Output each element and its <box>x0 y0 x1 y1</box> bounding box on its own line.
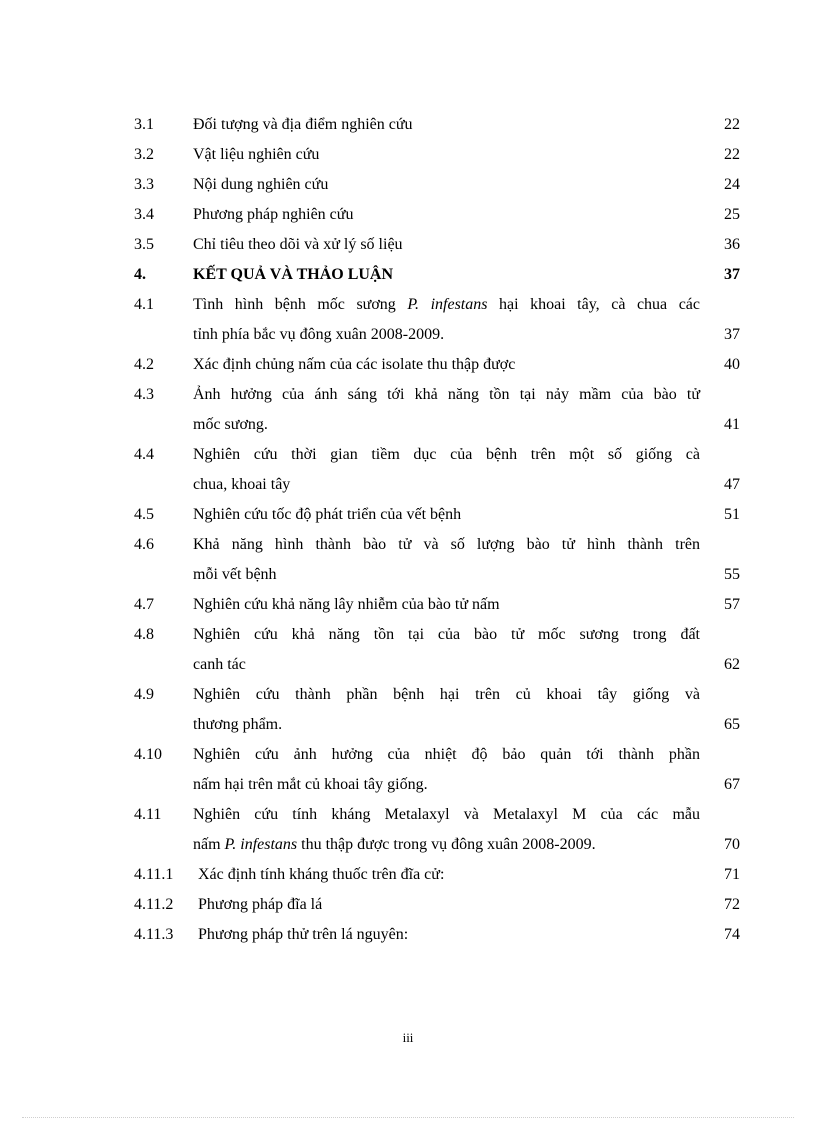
toc-entry <box>134 680 740 740</box>
toc-entry-number: 4.6 <box>134 536 154 553</box>
toc-entry-title: nấm hại trên mắt củ khoai tây giống. <box>193 776 428 793</box>
toc-entry <box>134 590 740 620</box>
toc-entry-title <box>193 830 700 860</box>
toc-entry-number: 3.2 <box>134 146 154 163</box>
toc-entry-title: tỉnh phía bắc vụ đông xuân 2008-2009. <box>193 326 445 343</box>
toc-entry-title: Xác định chủng nấm của các isolate thu thập được <box>193 356 516 373</box>
toc-entry <box>134 110 740 140</box>
toc-entry <box>134 740 740 800</box>
toc-entry-title: Xác định tính kháng thuốc trên đĩa cử: <box>198 866 445 883</box>
toc-entry-title: Nghiên cứu khả năng tồn tại của bào tử mốc sương trong đất <box>193 626 700 643</box>
toc-entry-title: Nghiên cứu khả năng lây nhiễm của bào tử nấm <box>193 596 500 613</box>
toc-entry-number: 4.10 <box>134 746 162 763</box>
toc-entry-number: 4.5 <box>134 506 154 523</box>
toc-entry-title: chua, khoai tây <box>193 476 291 493</box>
toc-entry-number: 3.3 <box>134 176 154 193</box>
toc-entry-number: 4.11.3 <box>134 926 174 943</box>
toc-page-number: 72 <box>724 896 740 913</box>
toc-page-number: 37 <box>724 326 740 343</box>
toc-entry <box>134 860 740 890</box>
toc-entry-title: canh tác <box>193 656 246 673</box>
toc-entry-number: 4.11.1 <box>134 866 174 883</box>
page-number: iii <box>402 1030 414 1045</box>
toc-entry-number: 4.3 <box>134 386 154 403</box>
toc-entry-title: Nghiên cứu tính kháng Metalaxyl và Metalaxyl M của các mẫu <box>193 806 700 823</box>
toc-entry <box>134 260 740 290</box>
toc-title-part: hại khoai tây, cà chua các <box>487 296 701 313</box>
toc-entry <box>134 200 740 230</box>
toc-page-number: 22 <box>724 146 740 163</box>
toc-entry-title: Phương pháp nghiên cứu <box>193 206 354 223</box>
toc-entry-number: 3.4 <box>134 206 154 223</box>
toc-title-part: nấm <box>193 836 225 853</box>
toc-entry-title: Nội dung nghiên cứu <box>193 176 329 193</box>
toc-page-number: 51 <box>724 506 740 523</box>
toc-entry-number: 3.1 <box>134 116 154 133</box>
toc-entry-title: KẾT QUẢ VÀ THẢO LUẬN <box>193 266 394 283</box>
toc-page-number: 36 <box>724 236 740 253</box>
toc-page-number: 62 <box>724 656 740 673</box>
toc-entry-title: Nghiên cứu thời gian tiềm dục của bệnh trên một số giống cà <box>193 446 700 463</box>
toc-entry-title: Nghiên cứu tốc độ phát triển của vết bệnh <box>193 506 462 523</box>
bottom-divider <box>22 1117 794 1118</box>
toc-page-number: 41 <box>724 416 740 433</box>
toc-entry <box>134 230 740 260</box>
toc-page-number: 22 <box>724 116 740 133</box>
toc-title-part: thu thập được trong vụ đông xuân 2008-2009. <box>297 836 596 853</box>
toc-entry <box>134 920 740 950</box>
table-of-contents <box>134 110 740 950</box>
toc-entry-title: mỗi vết bệnh <box>193 566 277 583</box>
toc-page-number: 70 <box>724 836 740 853</box>
toc-entry-title: Vật liệu nghiên cứu <box>193 146 320 163</box>
toc-entry-number: 3.5 <box>134 236 154 253</box>
toc-entry <box>134 140 740 170</box>
toc-entry-title: Ảnh hưởng của ánh sáng tới khả năng tồn tại nảy mầm của bào tử <box>193 386 700 403</box>
toc-entry <box>134 440 740 500</box>
toc-entry-number: 4.9 <box>134 686 154 703</box>
toc-entry-number: 4.7 <box>134 596 154 613</box>
toc-entry <box>134 290 740 350</box>
toc-entry-number: 4.2 <box>134 356 154 373</box>
toc-entry-title: Nghiên cứu ảnh hưởng của nhiệt độ bảo quản tới thành phần <box>193 746 700 763</box>
toc-entry-title: Nghiên cứu thành phần bệnh hại trên củ khoai tây giống và <box>193 686 700 703</box>
toc-entry <box>134 890 740 920</box>
toc-entry-number: 4.11 <box>134 806 162 823</box>
toc-entry <box>134 620 740 680</box>
toc-entry-number: 4.1 <box>134 296 154 313</box>
toc-page-number: 67 <box>724 776 740 793</box>
toc-page-number: 37 <box>724 266 740 283</box>
toc-entry-title: Phương pháp thử trên lá nguyên: <box>198 926 409 943</box>
toc-title-species: P. infestans <box>407 296 488 313</box>
toc-entry-title: mốc sương. <box>193 416 268 433</box>
toc-page-number: 55 <box>724 566 740 583</box>
toc-page-number: 71 <box>724 866 740 883</box>
toc-entry-number: 4.11.2 <box>134 896 174 913</box>
toc-entry-number: 4.4 <box>134 446 154 463</box>
toc-page-number: 57 <box>724 596 740 613</box>
toc-entry-title: Chỉ tiêu theo dõi và xử lý số liệu <box>193 236 403 253</box>
toc-entry-number: 4. <box>134 266 146 283</box>
toc-page-number: 74 <box>724 926 740 943</box>
toc-entry-number: 4.8 <box>134 626 154 643</box>
toc-entry <box>134 170 740 200</box>
toc-page-number: 47 <box>724 476 740 493</box>
toc-entry <box>134 500 740 530</box>
toc-page-number: 25 <box>724 206 740 223</box>
toc-entry <box>134 530 740 590</box>
toc-entry <box>134 800 740 860</box>
toc-entry-title: Khả năng hình thành bào tử và số lượng bào tử hình thành trên <box>193 536 700 553</box>
toc-page-number: 65 <box>724 716 740 733</box>
toc-entry-title: thương phẩm. <box>193 716 283 733</box>
toc-entry-title <box>193 290 700 320</box>
toc-page-number: 24 <box>724 176 740 193</box>
toc-title-species: P. infestans <box>224 836 298 853</box>
toc-page-number: 40 <box>724 356 740 373</box>
toc-entry-title: Đối tượng và địa điểm nghiên cứu <box>193 116 413 133</box>
toc-entry-title: Phương pháp đĩa lá <box>198 896 323 913</box>
toc-entry <box>134 350 740 380</box>
toc-title-part: Tình hình bệnh mốc sương <box>193 296 408 313</box>
toc-entry <box>134 380 740 440</box>
